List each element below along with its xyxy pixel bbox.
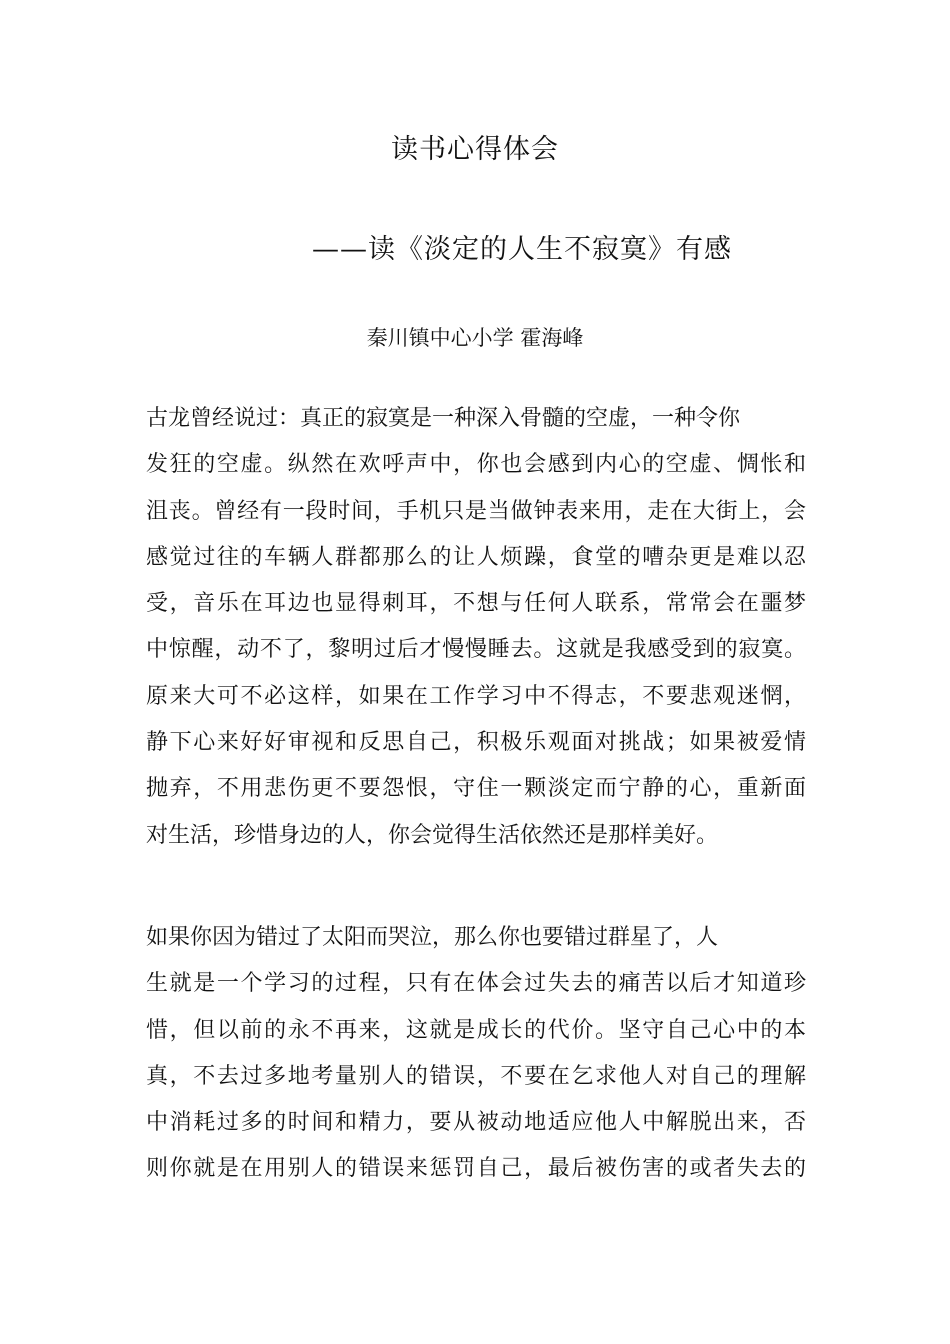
author-line: 秦川镇中心小学 霍海峰 xyxy=(366,326,584,350)
paragraph-1 xyxy=(146,396,806,859)
paragraph-line: 原来大可不必这样，如果在工作学习中不得志，不要悲观迷惘， xyxy=(146,683,806,709)
paragraph-text xyxy=(146,915,806,1193)
paragraph-line: 古龙曾经说过：真正的寂寞是一种深入骨髓的空虚，一种令你 xyxy=(146,406,741,431)
paragraph-line: 受，音乐在耳边也显得刺耳，不想与任何人联系，常常会在噩梦 xyxy=(146,591,806,617)
document-title: 读书心得体会 xyxy=(391,134,559,165)
paragraph-line: 沮丧。曾经有一段时间，手机只是当做钟表来用，走在大街上，会 xyxy=(146,498,806,524)
paragraph-line: 静下心来好好审视和反思自己，积极乐观面对挑战；如果被爱情 xyxy=(146,730,806,756)
paragraph-text xyxy=(146,396,806,859)
paragraph-line: 真，不去过多地考量别人的错误，不要在乞求他人对自己的理解 xyxy=(146,1063,806,1089)
paragraph-line: 抛弃，不用悲伤更不要怨恨，守住一颗淡定而宁静的心，重新面 xyxy=(146,776,806,802)
paragraph-line: 生就是一个学习的过程，只有在体会过失去的痛苦以后才知道珍 xyxy=(146,971,806,997)
paragraph-line: 则你就是在用别人的错误来惩罚自己，最后被伤害的或者失去的 xyxy=(146,1156,806,1182)
paragraph-line: 感觉过往的车辆人群都那么的让人烦躁，食堂的嘈杂更是难以忍 xyxy=(146,544,806,570)
paragraph-line: 中惊醒，动不了，黎明过后才慢慢睡去。这就是我感受到的寂寞。 xyxy=(146,637,806,663)
paragraph-line: 如果你因为错过了太阳而哭泣，那么你也要错过群星了，人 xyxy=(146,925,719,950)
paragraph-line: 惜，但以前的永不再来，这就是成长的代价。坚守自己心中的本 xyxy=(146,1017,806,1043)
document-subtitle: ——读《淡定的人生不寂寞》有感 xyxy=(312,234,732,265)
paragraph-2 xyxy=(146,915,806,1193)
paragraph-line: 发狂的空虚。纵然在欢呼声中，你也会感到内心的空虚、惆怅和 xyxy=(146,452,806,478)
paragraph-line: 对生活，珍惜身边的人，你会觉得生活依然还是那样美好。 xyxy=(146,822,719,848)
paragraph-line: 中消耗过多的时间和精力，要从被动地适应他人中解脱出来，否 xyxy=(146,1110,806,1136)
